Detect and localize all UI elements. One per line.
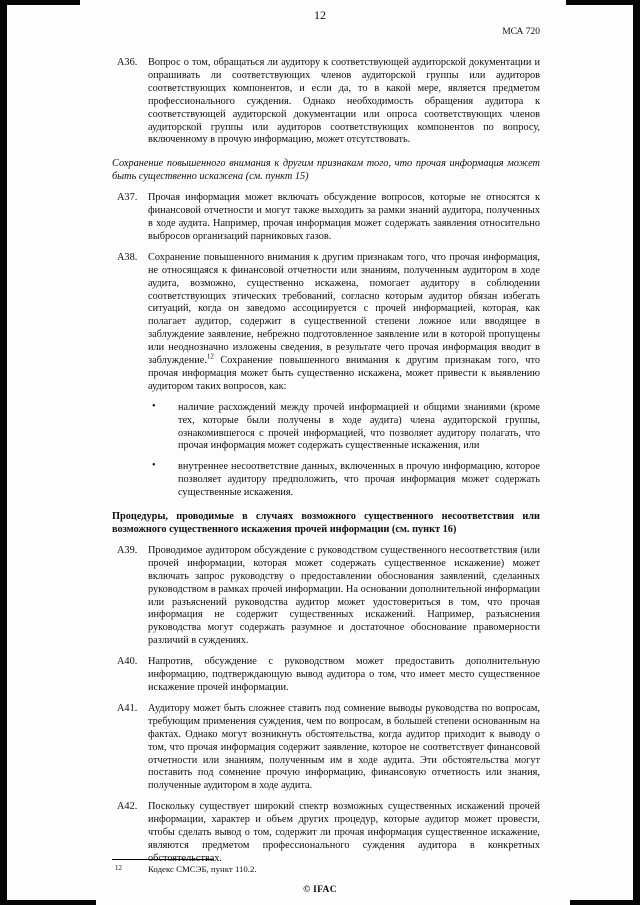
paragraph-label: А39. xyxy=(117,544,138,556)
scan-border-top-right xyxy=(566,0,640,5)
document-body xyxy=(112,57,540,874)
bullet-item-1 xyxy=(148,402,540,454)
section-heading-vigilance: Сохранение повышенного внимания к другим признакам того, что прочая информация может быть существенно искажена (см. пункт 15) xyxy=(112,158,540,183)
paragraph-a39 xyxy=(112,545,540,648)
paragraph-text: Напротив, обсуждение с руководством может предоставить дополнительную информацию, подтверждающую вывод аудитора о том, что имеет место существенное искажение прочей информации. xyxy=(148,656,540,693)
paragraph-a36 xyxy=(112,57,540,147)
paragraph-a40 xyxy=(112,656,540,695)
bullet-item-2 xyxy=(148,461,540,500)
footnote-reference-mark: 12 xyxy=(206,352,214,361)
bullet-text: наличие расхождений между прочей информацией и общими знаниями (кроме тех, которые были получены в ходе аудита) члена аудиторской группы, ознакомившегося с прочей информацией, что позволяет аудитору полагать, что прочая информация может содержать существенные искажения, или xyxy=(178,401,540,452)
bullet-icon: • xyxy=(152,460,156,472)
page-number: 12 xyxy=(314,8,326,22)
footnote-text: Кодекс СМСЭБ, пункт 110.2. xyxy=(148,864,257,874)
paragraph-text-part: Сохранение повышенного внимания к другим признакам того, что прочая информация может быть существенно искажена, может привести к выявлению аудитором таких вопросов, как: xyxy=(148,355,540,392)
paragraph-a37 xyxy=(112,192,540,244)
scan-border-bottom-left xyxy=(0,900,96,905)
paragraph-a42 xyxy=(112,801,540,866)
scan-border-top-left xyxy=(0,0,80,5)
bullet-text: внутреннее несоответствие данных, включенных в прочую информацию, которое позволяет аудитору предположить, что прочая информация может содержать существенные искажения. xyxy=(178,461,540,499)
paragraph-text: Проводимое аудитором обсуждение с руководством существенного несоответствия (или прочей информации, которая может содержать существенное искажение) может включать запрос руководству о предоставлении обоснования заявлений, сделанных руководством в рамках прочей информации. На основании дополнительной информации или разъяснений руководства аудитор может удостовериться в том, что прочая информация не содержит существенных искажений. Например, разъяснения руководства могут содержать разумное и достаточное обоснование правомерности различий в суждениях. xyxy=(148,544,540,647)
paragraph-label: А38. xyxy=(117,251,138,263)
paragraph-label: А36. xyxy=(117,57,138,68)
paragraph-label: А42. xyxy=(117,801,138,813)
scan-border-left xyxy=(0,0,7,905)
paragraph-text: Вопрос о том, обращаться ли аудитору к соответствующей аудиторской документации и опрашивать ли соответствующих членов аудиторской группы или аудиторов соответствующих компонентов, и если да, то в какой мере, является предметом профессионального суждения. Однако необходимость обращения аудитора к соответствующей аудиторской документации или опроса соответствующих членов аудиторской группы или аудиторов соответствующих компонентов по вопросу, включенному в прочую информацию, может отсутствовать. xyxy=(148,57,540,146)
paragraph-a41 xyxy=(112,703,540,793)
paragraph-text-part: Сохранение повышенного внимания к другим признакам того, что прочая информация, не относящаяся к финансовой отчетности или знаниям, полученным аудитором в ходе аудита, возможно, существенно искажена, помогает аудитору в соблюдении соответствующих этических требований, согласно которым аудитор обязан избегать ситуаций, когда он заведомо ассоциируется с прочей информацией, которая, как полагает аудитор, содержит в существенной степени ложное или вводящее в заблуждение заявление, небрежно подготовленное заявление или в которой пропущены или неоднозначно изложены сведения, в результате чего прочая информация вводит в заблуждение. xyxy=(148,251,540,367)
footnote xyxy=(112,864,540,875)
paragraph-label: А37. xyxy=(117,192,138,204)
footnote-area xyxy=(112,859,540,875)
scan-border-right xyxy=(633,0,640,905)
paragraph-text: Аудитору может быть сложнее ставить под сомнение выводы руководства по вопросам, требующим применения суждения, чем по вопросам, в большей степени основанным на фактах. Однако могут возникнуть обстоятельства, когда аудитор приходит к выводу о том, что прочая информация содержит заявление, которое не соответствует финансовой отчетности или знаниям, полученным им в ходе аудита. Эти обстоятельства могут поставить под сомнение прочую информацию, финансовую отчетность или знания, полученные аудитором в ходе аудита. xyxy=(148,702,540,792)
copyright-footer: © IFAC xyxy=(303,885,337,895)
paragraph-a38 xyxy=(112,252,540,394)
paragraph-label: А40. xyxy=(117,656,138,668)
paragraph-text: Прочая информация может включать обсуждение вопросов, которые не относятся к финансовой отчетности и могут также выходить за рамки знаний аудитора, полученных в ходе аудита. Например, прочая информация может содержать заявления относительно выбросов организаций парниковых газов. xyxy=(148,192,540,242)
footnote-marker: 12 xyxy=(115,864,122,872)
scan-border-bottom-right xyxy=(570,900,640,905)
bullet-icon: • xyxy=(152,400,156,412)
paragraph-text xyxy=(148,252,540,392)
doc-reference: МСА 720 xyxy=(502,27,540,37)
footnote-separator xyxy=(112,859,214,860)
section-heading-procedures: Процедуры, проводимые в случаях возможного существенного несоответствия или возможного существенного искажения прочей информации (см. пункт 16) xyxy=(112,511,540,535)
paragraph-text: Поскольку существует широкий спектр возможных существенных искажений прочей информации, характер и объем других процедур, которые аудитор может провести, чтобы сделать вывод о том, содержит ли прочая информация существенное искажение, являются предметом профессионального суждения аудитора в конкретных обстоятельствах. xyxy=(148,801,540,864)
paragraph-label: А41. xyxy=(117,702,138,714)
